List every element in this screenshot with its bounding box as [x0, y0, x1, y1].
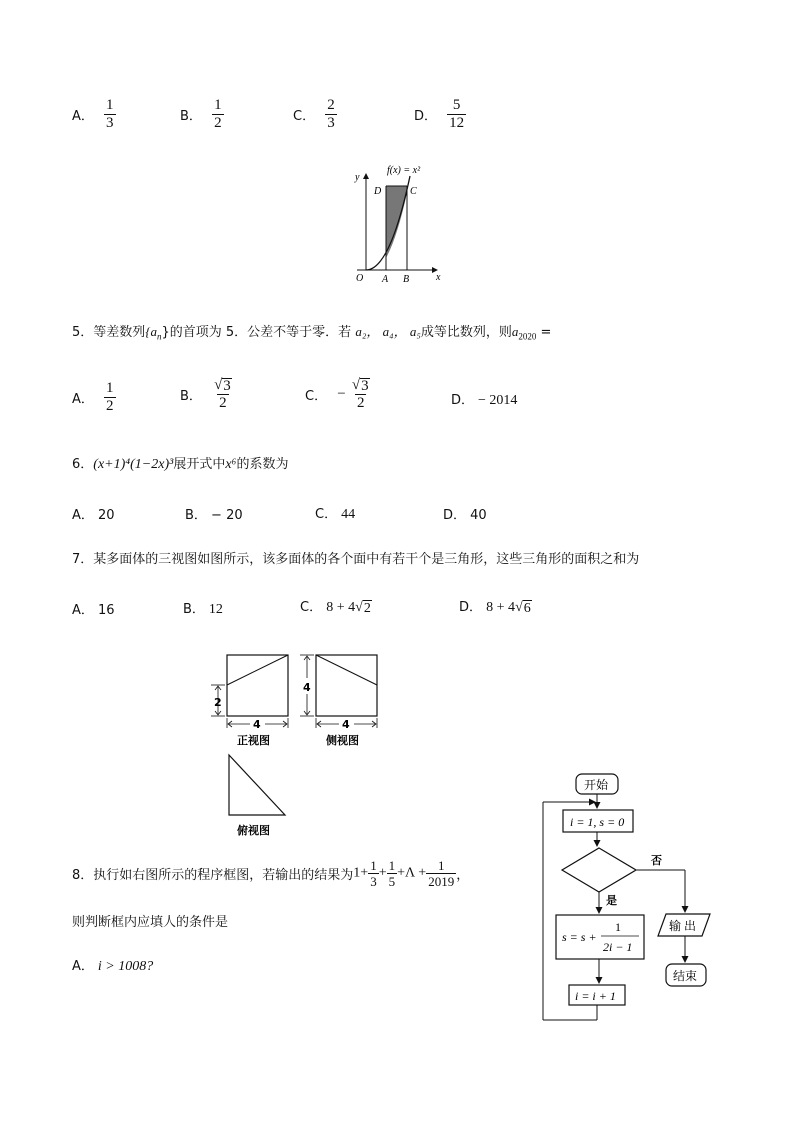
- q5-option-d: D． − 2014: [451, 393, 518, 408]
- y-label: y: [355, 172, 360, 183]
- function-label: f(x) = x²: [387, 165, 421, 176]
- body-prefix: s = s +: [562, 930, 597, 944]
- fraction: √ 3 2: [214, 377, 231, 411]
- option-label: C．: [293, 109, 316, 124]
- origin-label: O: [356, 273, 364, 284]
- side-width-label: 4: [342, 718, 350, 731]
- q4-option-b: [180, 97, 224, 132]
- flowchart: [535, 770, 720, 1030]
- front-width-label: 4: [253, 718, 261, 731]
- q4-option-c: [293, 97, 337, 132]
- q5-option-c: C． − √ 3 2: [305, 377, 372, 412]
- q8-option-a: A． i > 1008?: [72, 959, 154, 974]
- q4-option-d: [414, 97, 466, 132]
- side-view-box: [316, 655, 377, 716]
- q7-option-a: A． 16: [72, 603, 115, 618]
- q5-option-a: A． $\frac{1}{2}$: [72, 380, 114, 414]
- q8-stem: 8．执行如右图所示的程序框图，若输出的结果为1+ $\frac{1}{3}$ + $\frac{1}{5}$ +Λ + $\frac{1}{2019}$ ，: [72, 858, 470, 889]
- three-view-diagram: [205, 648, 390, 843]
- yes-label: 是: [606, 895, 617, 907]
- side-height-label: 4: [303, 681, 311, 694]
- start-label: 开始: [584, 778, 609, 792]
- fraction: $\frac{1}{2}$: [106, 380, 114, 414]
- point-b-label: B: [403, 274, 410, 285]
- q6-option-a: A． 20: [72, 508, 115, 523]
- front-view-line: [227, 655, 288, 685]
- q7-option-b: B． 12: [183, 602, 223, 617]
- q6-option-c: C． 44: [315, 507, 356, 522]
- q5-option-b: B． √ 3 2: [180, 377, 234, 412]
- option-label: B．: [180, 109, 202, 124]
- q7-option-d: D． 8 + 4√ 6: [459, 600, 531, 616]
- q6-stem: 6．(x+1)⁴(1−2x)³展开式中x⁶的系数为: [72, 457, 289, 472]
- option-label: A．: [72, 109, 94, 124]
- body-denominator: 2i − 1: [603, 940, 633, 954]
- top-view-triangle: [229, 755, 285, 815]
- x-label: x: [436, 272, 441, 283]
- fraction: $\frac{1}{3}$: [370, 858, 377, 889]
- top-view-caption: 俯视图: [237, 824, 270, 837]
- no-label: 否: [651, 855, 662, 867]
- init-label: i = 1, s = 0: [570, 815, 625, 829]
- fraction: $\frac{1}{5}$: [388, 858, 396, 889]
- fraction: √ 3 2: [351, 377, 369, 411]
- side-view-line: [316, 655, 377, 685]
- q6-option-d: D． 40: [443, 508, 487, 523]
- body-numerator: 1: [615, 920, 621, 934]
- point-d-label: D: [374, 186, 382, 197]
- q7-option-c: C． 8 + 4√ 2: [300, 600, 371, 616]
- q5-stem: 5．等差数列$\{a_n\}$的首项为 5．公差不等于零．若 a₂， a₄， a₅成等比数列，则$a_{2020}$ =: [72, 324, 552, 342]
- output-label: 输 出: [669, 919, 697, 933]
- fraction: $\frac{5}{12}$: [449, 97, 465, 131]
- fraction: $\frac{1}{3}$: [106, 97, 114, 131]
- q4-option-a: [72, 97, 116, 132]
- fraction: $\frac{2}{3}$: [327, 97, 335, 131]
- fraction: $\frac{1}{2}$: [214, 97, 222, 131]
- decision-diamond: [562, 848, 636, 892]
- end-label: 结束: [673, 969, 698, 983]
- point-c-label: C: [410, 186, 417, 197]
- front-height-label: 2: [214, 696, 222, 709]
- front-view-box: [227, 655, 288, 716]
- front-view-caption: 正视图: [237, 734, 270, 747]
- function-graph: [345, 158, 455, 288]
- option-label: D．: [414, 109, 438, 124]
- fraction: $\frac{1}{2019}$: [428, 858, 455, 889]
- q7-stem: 7．某多面体的三视图如图所示，该多面体的各个面中有若干个是三角形，这些三角形的面积之和为: [72, 552, 640, 567]
- point-a-label: A: [382, 274, 389, 285]
- increment-label: i = i + 1: [575, 989, 616, 1003]
- side-view-caption: 侧视图: [326, 734, 359, 747]
- q8-line2: 则判断框内应填人的条件是: [72, 915, 229, 930]
- q6-option-b: B． − 20: [185, 508, 243, 523]
